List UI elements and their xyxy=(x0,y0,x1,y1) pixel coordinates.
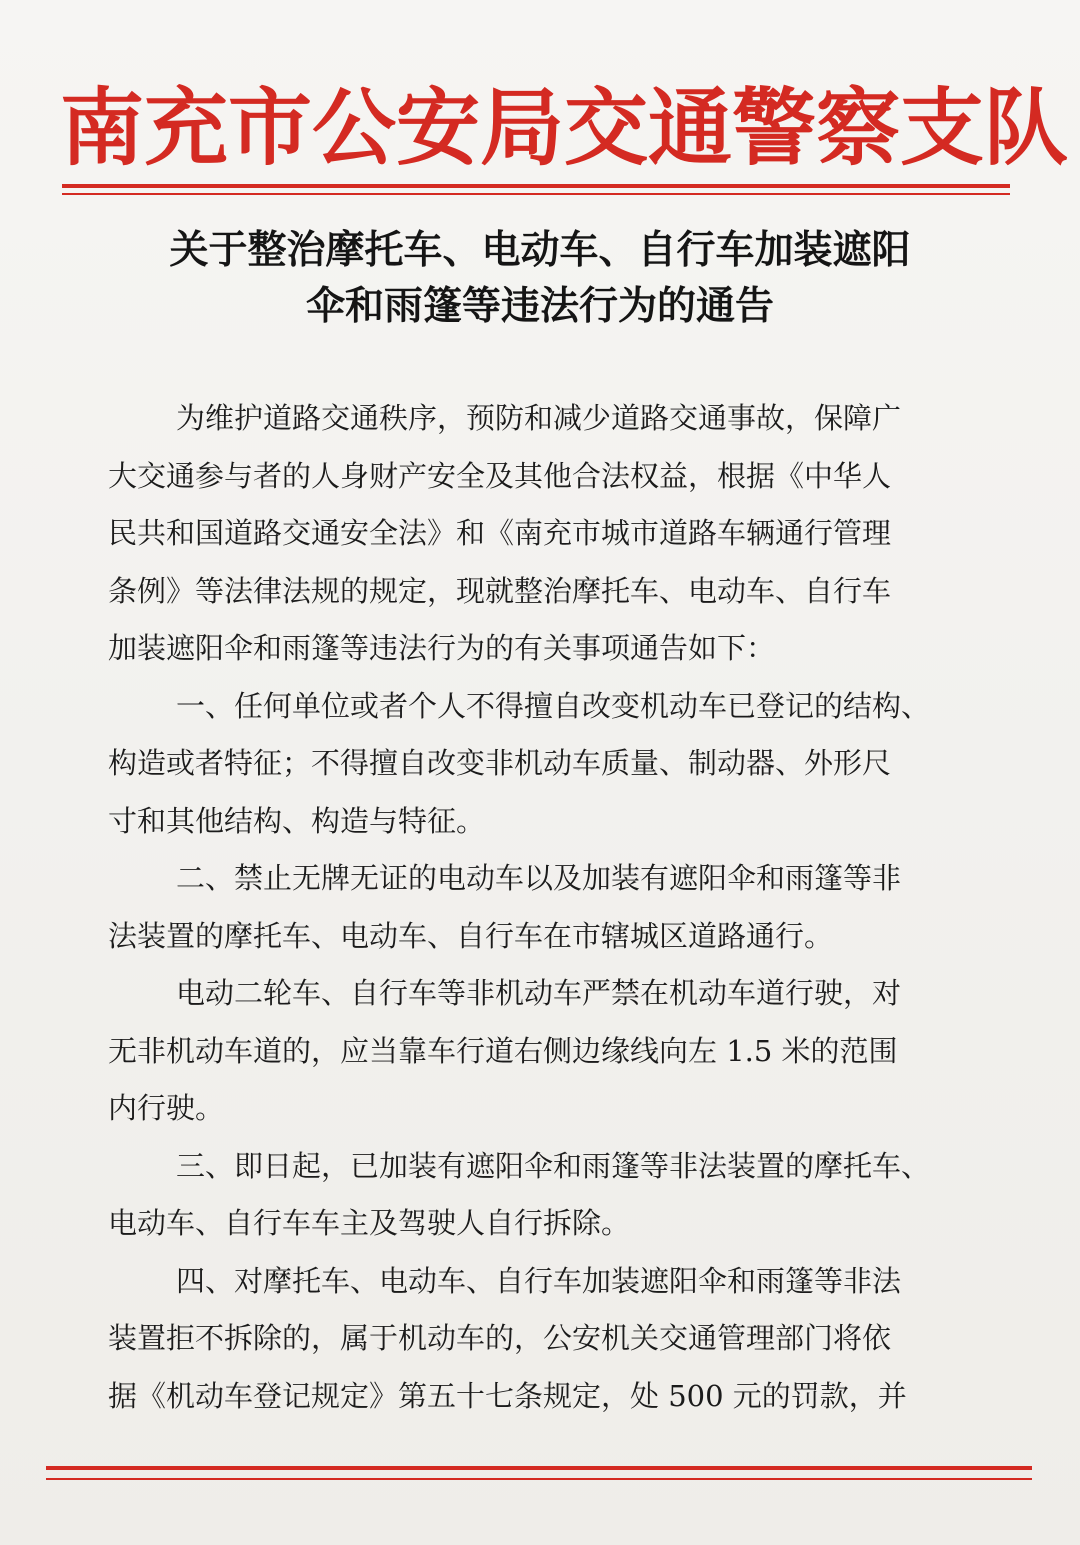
body-line: 大交通参与者的人身财产安全及其他合法权益，根据《中华人 xyxy=(108,458,892,493)
notice-title-line-2: 伞和雨篷等违法行为的通告 xyxy=(305,283,774,329)
body-line: 三、即日起，已加装有遮阳伞和雨篷等非法装置的摩托车、 xyxy=(176,1148,931,1183)
body-line: 构造或者特征；不得擅自改变非机动车质量、制动器、外形尺 xyxy=(108,746,892,780)
body-line: 据《机动车登记规定》第五十七条规定，处 500 元的罚款，并 xyxy=(108,1378,907,1413)
body-line: 一、任何单位或者个人不得擅自改变机动车已登记的结构、 xyxy=(176,688,931,723)
body-line: 电动二轮车、自行车等非机动车严禁在机动车道行驶，对 xyxy=(176,976,902,1010)
body-line: 条例》等法律法规的规定，现就整治摩托车、电动车、自行车 xyxy=(108,573,892,608)
body-line: 无非机动车道的，应当靠车行道右侧边缘线向左 1.5 米的范围 xyxy=(108,1033,898,1068)
header-divider-thin xyxy=(62,193,1010,195)
body-line: 法装置的摩托车、电动车、自行车在市辖城区道路通行。 xyxy=(108,918,834,953)
body-line: 寸和其他结构、构造与特征。 xyxy=(108,803,486,838)
body-line: 为维护道路交通秩序，预防和减少道路交通事故，保障广 xyxy=(176,401,902,435)
header-divider-thick xyxy=(62,184,1010,188)
body-line: 四、对摩托车、电动车、自行车加装遮阳伞和雨篷等非法 xyxy=(176,1263,902,1298)
notice-title xyxy=(60,222,1020,334)
body-line: 民共和国道路交通安全法》和《南充市城市道路车辆通行管理 xyxy=(108,516,892,550)
footer-divider-thin xyxy=(46,1478,1032,1480)
body-line: 加装遮阳伞和雨篷等违法行为的有关事项通告如下： xyxy=(108,631,776,665)
body-line: 二、禁止无牌无证的电动车以及加装有遮阳伞和雨篷等非 xyxy=(176,861,902,895)
notice-title-line-1: 关于整治摩托车、电动车、自行车加装遮阳 xyxy=(169,227,911,273)
footer-divider-thick xyxy=(46,1466,1032,1470)
agency-masthead: 南充市公安局交通警察支队 xyxy=(60,79,1069,177)
body-line: 装置拒不拆除的，属于机动车的，公安机关交通管理部门将依 xyxy=(108,1321,892,1355)
notice-body xyxy=(108,390,1008,1425)
body-line: 内行驶。 xyxy=(108,1091,225,1125)
body-line: 电动车、自行车车主及驾驶人自行拆除。 xyxy=(108,1206,631,1240)
